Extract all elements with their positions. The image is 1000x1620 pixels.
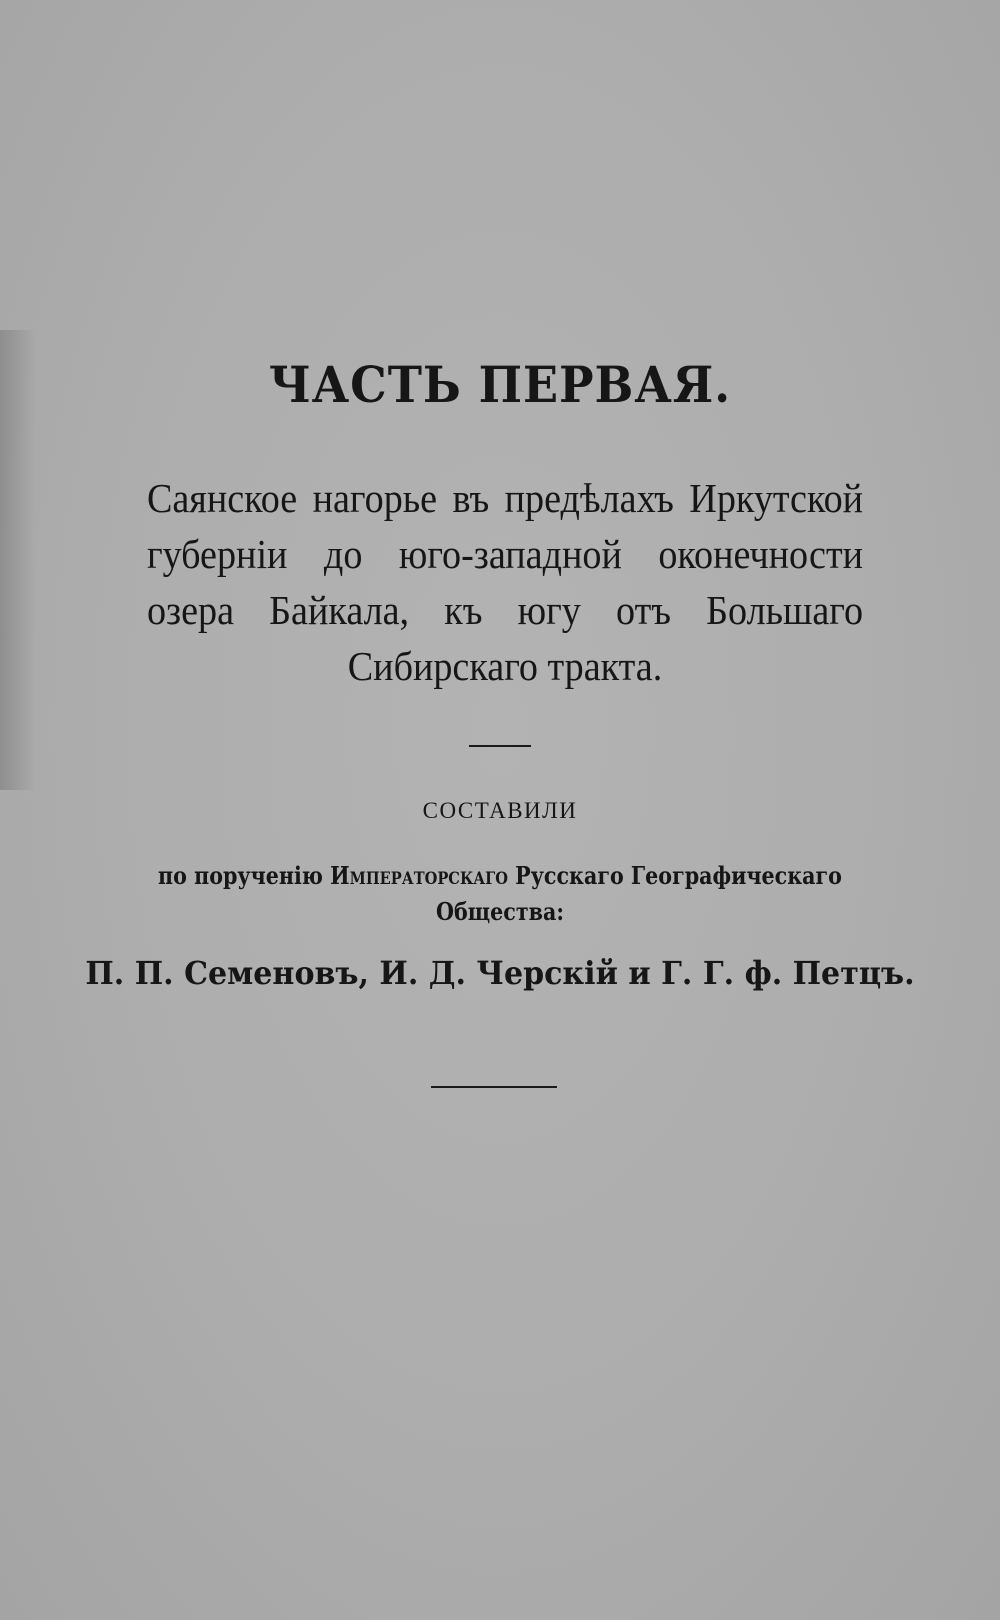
commission-society-name: Русскаго Географическаго Общества: (436, 861, 842, 926)
commission-prefix: по порученію (158, 861, 331, 890)
authors-line: П. П. Семеновъ, И. Д. Черскій и Г. Г. ф. Петцъ. (85, 954, 915, 992)
commission-line (156, 858, 844, 930)
divider-rule-bottom (431, 1086, 557, 1088)
compiled-label: СОСТАВИЛИ (422, 798, 578, 823)
part-subtitle: Саянское нагорье въ предѣлахъ Иркутской губерніи до юго-западной оконечности озера Байкала, къ югу отъ Большаго Сибирскаго тракта. (146, 475, 864, 689)
binding-shadow (0, 330, 36, 790)
part-title: ЧАСТЬ ПЕРВАЯ. (268, 355, 732, 414)
divider-rule-top (469, 745, 531, 747)
commission-society-imperial: Императорскаго (330, 861, 508, 890)
